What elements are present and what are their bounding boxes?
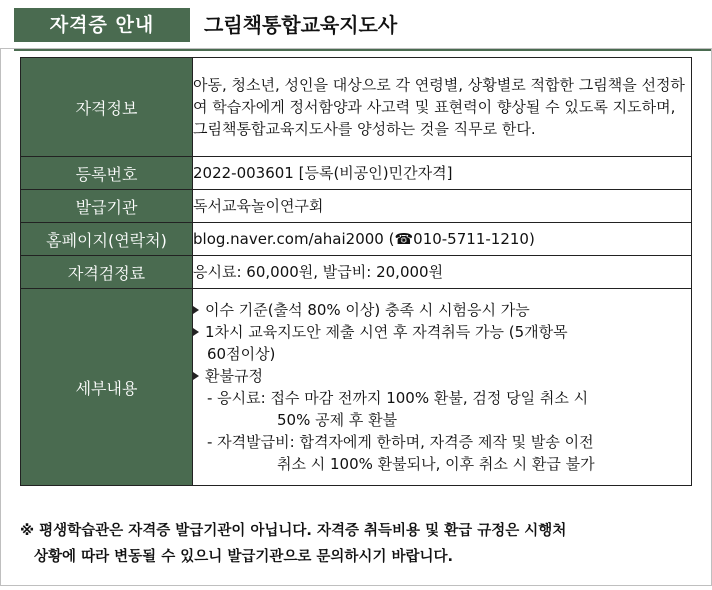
row-value: 아동, 청소년, 성인을 대상으로 각 연령별, 상황별로 적합한 그림책을 선정하여 학습자에게 정서함양과 사고력 및 표현력이 향상될 수 있도록 지도하며, 그림책통합교육지도사를 양성하는 것을 직무로 한다. bbox=[193, 58, 692, 157]
table-row bbox=[21, 190, 692, 223]
row-label: 자격검정료 bbox=[21, 256, 193, 289]
row-label: 자격정보 bbox=[21, 58, 193, 157]
row-value: 독서교육놀이연구회 bbox=[193, 190, 692, 223]
homepage-link[interactable]: blog.naver.com/ahai2000 (☎010-5711-1210) bbox=[193, 223, 692, 256]
sub-item-continuation: 50% 공제 후 환불 bbox=[277, 411, 398, 429]
list-item-continuation: 60점이상) bbox=[207, 345, 276, 363]
sub-item: - 응시료: 접수 마감 전까지 100% 환불, 검정 당일 취소 시 bbox=[207, 389, 589, 407]
table-row bbox=[21, 256, 692, 289]
row-label: 등록번호 bbox=[21, 157, 193, 190]
table-row bbox=[21, 289, 692, 486]
header-tab: 자격증 안내 bbox=[14, 8, 190, 42]
row-label: 발급기관 bbox=[21, 190, 193, 223]
row-value: 응시료: 60,000원, 발급비: 20,000원 bbox=[193, 256, 692, 289]
triangle-bullet-icon bbox=[193, 328, 199, 336]
sub-item-continuation: 취소 시 100% 환불되나, 이후 취소 시 환급 불가 bbox=[277, 455, 595, 473]
footnote-line: 상황에 따라 변동될 수 있으니 발급기관으로 문의하시기 바랍니다. bbox=[34, 549, 454, 565]
triangle-bullet-icon bbox=[193, 372, 199, 380]
list-item: 이수 기준(출석 80% 이상) 충족 시 시험응시 가능 bbox=[193, 299, 691, 321]
sub-item: - 자격발급비: 합격자에게 한하며, 자격증 제작 및 발송 이전 bbox=[207, 433, 594, 451]
row-label: 홈페이지(연락처) bbox=[21, 223, 193, 256]
footnote-line: ※ 평생학습관은 자격증 발급기관이 아닙니다. 자격증 취득비용 및 환급 규정은 시행처 bbox=[20, 523, 567, 539]
table-row bbox=[21, 58, 692, 157]
info-table bbox=[20, 57, 692, 486]
footnote bbox=[20, 518, 692, 570]
row-value: 2022-003601 [등록(비공인)민간자격] bbox=[193, 157, 692, 190]
list-item: 환불규정 bbox=[193, 365, 691, 387]
row-label: 세부내용 bbox=[21, 289, 193, 486]
table-row bbox=[21, 223, 692, 256]
list-item: 1차시 교육지도안 제출 시연 후 자격취득 가능 (5개항목 bbox=[193, 321, 691, 343]
page-title: 그림책통합교육지도사 bbox=[204, 13, 398, 37]
triangle-bullet-icon bbox=[193, 306, 199, 314]
page-header bbox=[14, 8, 698, 42]
detail-list bbox=[193, 289, 692, 486]
table-row bbox=[21, 157, 692, 190]
